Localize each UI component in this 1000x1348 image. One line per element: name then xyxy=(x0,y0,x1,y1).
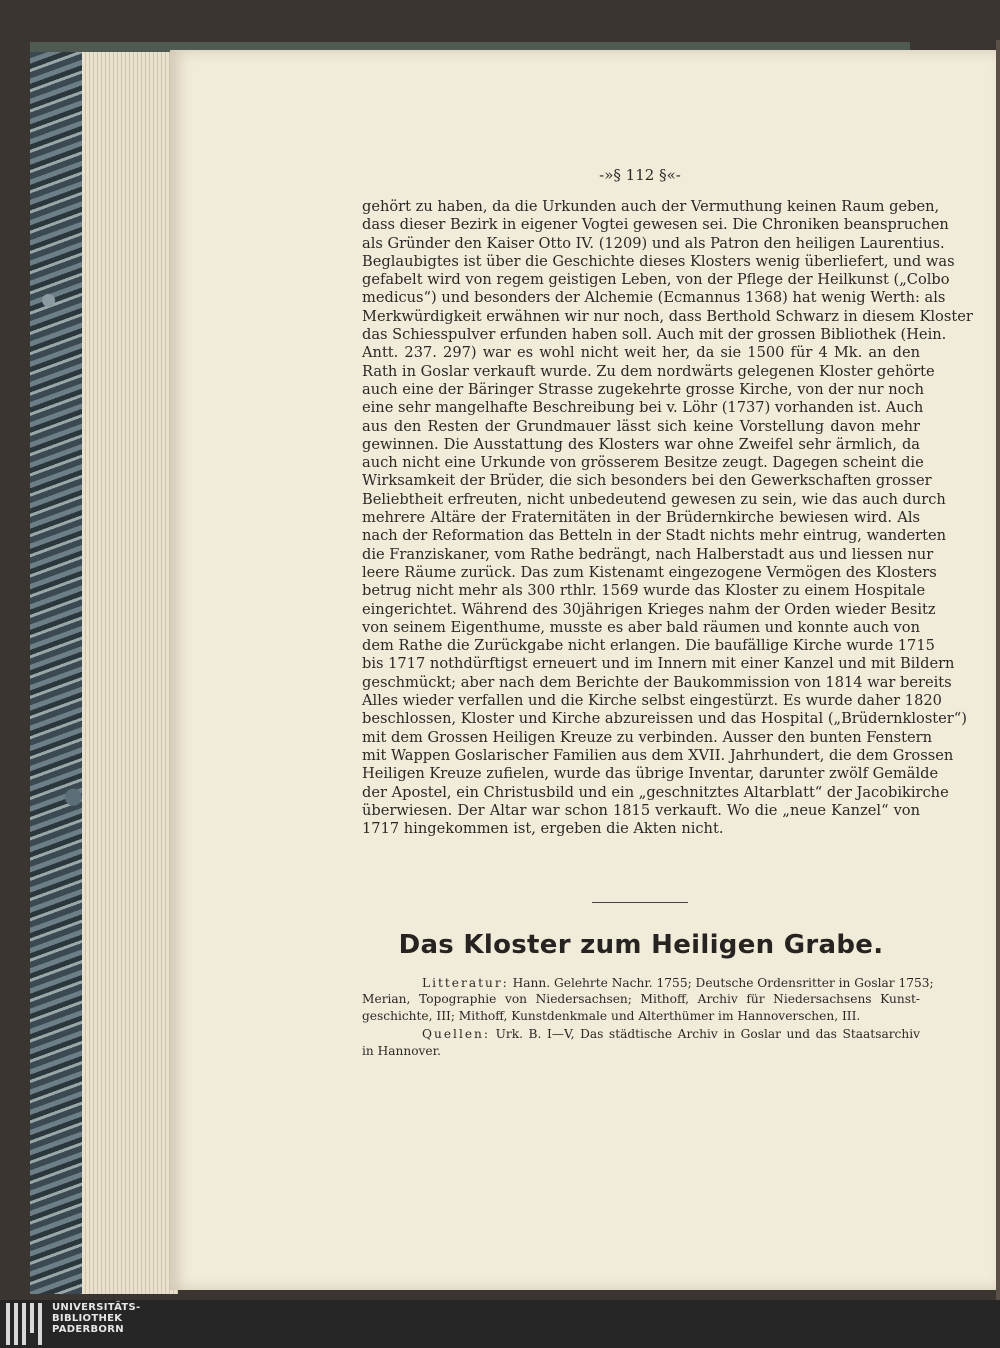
body-line: mit dem Grossen Heiligen Kreuze zu verbinden. Ausser den bunten Fenstern xyxy=(362,728,933,746)
body-line: nach der Reformation das Betteln in der Stadt nichts mehr eintrug, wanderten xyxy=(362,527,947,545)
page-number-header: -»§ 112 §«- xyxy=(599,166,681,184)
body-line: auch nicht eine Urkunde von grösserem Besitze zeugt. Dagegen scheint die xyxy=(362,454,924,472)
body-line: eingerichtet. Während des 30jährigen Krieges nahm der Orden wieder Besitz xyxy=(362,600,936,618)
reference-line: Merian, Topographie von Niedersachsen; Mithoff, Archiv für Niedersachsens Kunst- xyxy=(362,992,920,1007)
section-heading: Das Kloster zum Heiligen Grabe. xyxy=(398,930,884,960)
body-line: auch eine der Bäringer Strasse zugekehrte grosse Kirche, von der nur noch xyxy=(362,380,925,398)
body-line: eine sehr mangelhafte Beschreibung bei v. Löhr (1737) vorhanden ist. Auch xyxy=(362,399,924,417)
body-line: Antt. 237. 297) war es wohl nicht weit her, da sie 1500 für 4 Mk. an den xyxy=(362,344,920,362)
body-line: geschmückt; aber nach dem Berichte der Baukommission von 1814 war bereits xyxy=(362,673,952,691)
body-line: 1717 hingekommen ist, ergeben die Akten nicht. xyxy=(362,820,724,838)
body-line: Merkwürdigkeit erwähnen wir nur noch, dass Berthold Schwarz in diesem Kloster xyxy=(362,307,973,325)
library-logo-icon xyxy=(6,1303,44,1345)
body-line: Beliebtheit erfreuten, nicht unbedeutend gewesen zu sein, wie das auch durch xyxy=(362,490,946,508)
section-divider xyxy=(592,902,688,903)
body-line: Heiligen Kreuze zufielen, wurde das übrige Inventar, darunter zwölf Gemälde xyxy=(362,765,939,783)
body-text xyxy=(362,198,973,838)
body-line: mit Wappen Goslarischer Familien aus dem XVII. Jahrhundert, die dem Grossen xyxy=(362,746,954,764)
body-line: von seinem Eigenthume, musste es aber bald räumen und konnte auch von xyxy=(362,618,920,636)
body-line: Alles wieder verfallen und die Kirche selbst eingestürzt. Es wurde daher 1820 xyxy=(362,692,942,710)
body-line: bis 1717 nothdürftigst erneuert und im Innern mit einer Kanzel und mit Bildern xyxy=(362,655,955,673)
quellen-line: Quellen: Urk. B. I—V, Das städtische Archiv in Goslar und das Staatsarchiv xyxy=(422,1027,920,1042)
litteratur-label: Litteratur: xyxy=(422,976,509,990)
body-line: die Franziskaner, vom Rathe bedrängt, nach Halberstadt aus und liessen nur xyxy=(362,545,934,563)
body-line: gefabelt wird von regem geistigen Leben, von der Pflege der Heilkunst („Colbo xyxy=(362,271,950,289)
page-stack-edges xyxy=(82,52,178,1294)
reference-line: in Hannover. xyxy=(362,1043,442,1058)
body-line: Rath in Goslar verkauft wurde. Zu dem nordwärts gelegenen Kloster gehörte xyxy=(362,362,935,380)
body-line: gewinnen. Die Ausstattung des Klosters war ohne Zweifel sehr ärmlich, da xyxy=(362,435,920,453)
body-line: Beglaubigtes ist über die Geschichte dieses Klosters wenig überliefert, und was xyxy=(362,252,955,270)
body-line: betrug nicht mehr als 300 rthlr. 1569 wurde das Kloster zu einem Hospitale xyxy=(362,582,926,600)
litteratur-line: Litteratur: Hann. Gelehrte Nachr. 1755; Deutsche Ordensritter in Goslar 1753; xyxy=(422,976,934,990)
body-line: überwiesen. Der Altar war schon 1815 verkauft. Wo die „neue Kanzel“ von xyxy=(362,801,920,819)
library-footer-bar xyxy=(0,1300,1000,1348)
quellen-label: Quellen: xyxy=(422,1027,491,1042)
body-line: dass dieser Bezirk in eigener Vogtei gewesen sei. Die Chroniken beanspruchen xyxy=(362,216,949,234)
body-line: das Schiesspulver erfunden haben soll. Auch mit der grossen Bibliothek (Hein. xyxy=(362,326,947,344)
body-line: der Apostel, ein Christusbild und ein „geschnitztes Altarblatt“ der Jacobikirche xyxy=(362,783,949,801)
body-line: mehrere Altäre der Fraternitäten in der Brüdernkirche bewiesen wird. Als xyxy=(362,509,920,527)
body-line: gehört zu haben, da die Urkunden auch der Vermuthung keinen Raum geben, xyxy=(362,198,940,215)
body-line: beschlossen, Kloster und Kirche abzureissen und das Hospital („Brüdernkloster“) xyxy=(362,710,967,728)
body-line: dem Rathe die Zurückgabe nicht erlangen. Die baufällige Kirche wurde 1715 xyxy=(362,637,935,655)
body-line: leere Räume zurück. Das zum Kistenamt eingezogene Vermögen des Klosters xyxy=(362,563,937,581)
body-line: medicus“) und besonders der Alchemie (Ecmannus 1368) hat wenig Werth: als xyxy=(362,289,946,307)
book-cover-right-edge xyxy=(996,40,1000,1300)
body-line: als Gründer den Kaiser Otto IV. (1209) und als Patron den heiligen Laurentius. xyxy=(362,234,945,252)
library-logo-text: UNIVERSITÄTS- BIBLIOTHEK PADERBORN xyxy=(52,1302,141,1335)
reference-line: geschichte, III; Mithoff, Kunstdenkmale und Alterthümer im Hannoverschen, III. xyxy=(362,1008,861,1023)
references-block xyxy=(362,975,934,1059)
body-line: aus den Resten der Grundmauer lässt sich keine Vorstellung davon mehr xyxy=(362,417,920,435)
body-line: Wirksamkeit der Brüder, die sich besonders bei den Gewerkschaften grosser xyxy=(362,472,932,490)
